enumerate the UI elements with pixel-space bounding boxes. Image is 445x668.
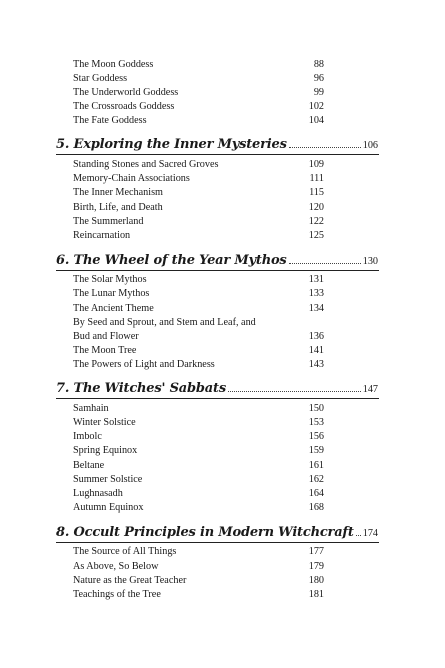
- toc-entry-continued[interactable]: [73, 316, 324, 329]
- toc-entry[interactable]: [73, 487, 324, 500]
- toc-entry[interactable]: [73, 86, 324, 99]
- entry-page-number: 150: [308, 403, 324, 414]
- entry-title: Star Goddess: [73, 73, 128, 84]
- entry-title: The Lunar Mythos: [73, 288, 150, 299]
- toc-entry[interactable]: [73, 560, 324, 573]
- entry-page-number: 164: [308, 488, 324, 499]
- entry-title: The Solar Mythos: [73, 274, 147, 285]
- chapter-page-number: 147: [362, 384, 378, 395]
- toc-entry[interactable]: [73, 430, 324, 443]
- toc-entry[interactable]: [73, 201, 324, 214]
- toc-entry[interactable]: [73, 302, 324, 315]
- entry-title: Memory-Chain Associations: [73, 173, 190, 184]
- toc-entry[interactable]: [73, 186, 324, 199]
- chapter-heading[interactable]: [56, 524, 378, 542]
- toc-entry[interactable]: [73, 172, 324, 185]
- entry-title: Teachings of the Tree: [73, 589, 161, 600]
- entry-title: The Ancient Theme: [73, 303, 154, 314]
- entry-page-number: 141: [308, 345, 324, 356]
- entry-title: The Crossroads Goddess: [73, 101, 175, 112]
- entry-page-number: 125: [308, 230, 324, 241]
- entry-page-number: 120: [308, 202, 324, 213]
- entry-page-number: 115: [309, 187, 324, 198]
- entry-page-number: 162: [308, 474, 324, 485]
- entry-page-number: 179: [308, 561, 324, 572]
- chapter-rule: [56, 398, 379, 399]
- entry-title: Spring Equinox: [73, 445, 138, 456]
- entry-title: The Powers of Light and Darkness: [73, 359, 215, 370]
- toc-entry[interactable]: [73, 501, 324, 514]
- toc-entry[interactable]: [73, 459, 324, 472]
- toc-entry[interactable]: [73, 358, 324, 371]
- entry-page-number: 133: [308, 288, 324, 299]
- chapter-title: 7. The Witches' Sabbats: [56, 381, 226, 396]
- toc-entry[interactable]: [73, 402, 324, 415]
- dot-leader: [289, 263, 361, 264]
- entry-page-number: 122: [308, 216, 324, 227]
- entry-page-number: 111: [309, 173, 324, 184]
- entry-page-number: 177: [308, 546, 324, 557]
- dot-leader: [356, 535, 361, 536]
- entry-title: Reincarnation: [73, 230, 131, 241]
- toc-entry[interactable]: [73, 72, 324, 85]
- entry-title: Nature as the Great Teacher: [73, 575, 187, 586]
- entry-title: Autumn Equinox: [73, 502, 144, 513]
- entry-page-number: 88: [313, 59, 324, 70]
- entry-page-number: 159: [308, 445, 324, 456]
- entry-title: Beltane: [73, 460, 105, 471]
- toc-entry[interactable]: [73, 344, 324, 357]
- chapter-title: 5. Exploring the Inner Mysteries: [56, 137, 287, 152]
- toc-entry[interactable]: [73, 574, 324, 587]
- dot-leader: [289, 147, 361, 148]
- entry-page-number: 181: [308, 589, 324, 600]
- entry-title: Birth, Life, and Death: [73, 202, 163, 213]
- chapter-heading[interactable]: [56, 380, 378, 398]
- toc-entry[interactable]: [73, 273, 324, 286]
- chapter-heading[interactable]: [56, 136, 378, 154]
- chapter-page-number: 106: [362, 140, 378, 151]
- entry-page-number: 134: [308, 303, 324, 314]
- chapter-page-number: 130: [362, 256, 378, 267]
- chapter-rule: [56, 154, 379, 155]
- entry-title: The Fate Goddess: [73, 115, 147, 126]
- entry-page-number: 143: [308, 359, 324, 370]
- entry-title: Lughnasadh: [73, 488, 123, 499]
- toc-entry[interactable]: [73, 58, 324, 71]
- entry-title: The Summerland: [73, 216, 144, 227]
- entry-page-number: 156: [308, 431, 324, 442]
- chapter-rule: [56, 542, 379, 543]
- entry-page-number: 180: [308, 575, 324, 586]
- entry-page-number: 131: [308, 274, 324, 285]
- toc-entry[interactable]: [73, 545, 324, 558]
- entry-page-number: 96: [313, 73, 324, 84]
- toc-entry[interactable]: [73, 100, 324, 113]
- toc-entry[interactable]: [73, 444, 324, 457]
- toc-entry[interactable]: [73, 215, 324, 228]
- chapter-page-number: 174: [362, 528, 378, 539]
- entry-title: The Moon Tree: [73, 345, 137, 356]
- entry-page-number: 153: [308, 417, 324, 428]
- entry-title: The Source of All Things: [73, 546, 177, 557]
- entry-title: Imbolc: [73, 431, 102, 442]
- toc-entry[interactable]: [73, 588, 324, 601]
- chapter-rule: [56, 270, 379, 271]
- toc-entry[interactable]: [73, 330, 324, 343]
- entry-title: Summer Solstice: [73, 474, 143, 485]
- chapter-title: 8. Occult Principles in Modern Witchcraft: [56, 525, 354, 540]
- entry-title: The Moon Goddess: [73, 59, 154, 70]
- entry-title: The Underworld Goddess: [73, 87, 179, 98]
- entry-page-number: 102: [308, 101, 324, 112]
- entry-page-number: 104: [308, 115, 324, 126]
- entry-title: Samhain: [73, 403, 109, 414]
- toc-entry[interactable]: [73, 229, 324, 242]
- entry-title: Winter Solstice: [73, 417, 136, 428]
- toc-entry[interactable]: [73, 287, 324, 300]
- entry-page-number: 99: [313, 87, 324, 98]
- entry-page-number: 161: [308, 460, 324, 471]
- toc-entry[interactable]: [73, 158, 324, 171]
- entry-page-number: 136: [308, 331, 324, 342]
- entry-title: Bud and Flower: [73, 331, 139, 342]
- toc-entry[interactable]: [73, 114, 324, 127]
- entry-title: As Above, So Below: [73, 561, 159, 572]
- toc-entry[interactable]: [73, 473, 324, 486]
- entry-page-number: 168: [308, 502, 324, 513]
- dot-leader: [228, 391, 361, 392]
- entry-page-number: 109: [308, 159, 324, 170]
- chapter-title: 6. The Wheel of the Year Mythos: [56, 253, 287, 268]
- entry-title: Standing Stones and Sacred Groves: [73, 159, 219, 170]
- toc-entry[interactable]: [73, 416, 324, 429]
- entry-title: The Inner Mechanism: [73, 187, 163, 198]
- entry-title: By Seed and Sprout, and Stem and Leaf, and: [73, 317, 256, 328]
- chapter-heading[interactable]: [56, 252, 378, 270]
